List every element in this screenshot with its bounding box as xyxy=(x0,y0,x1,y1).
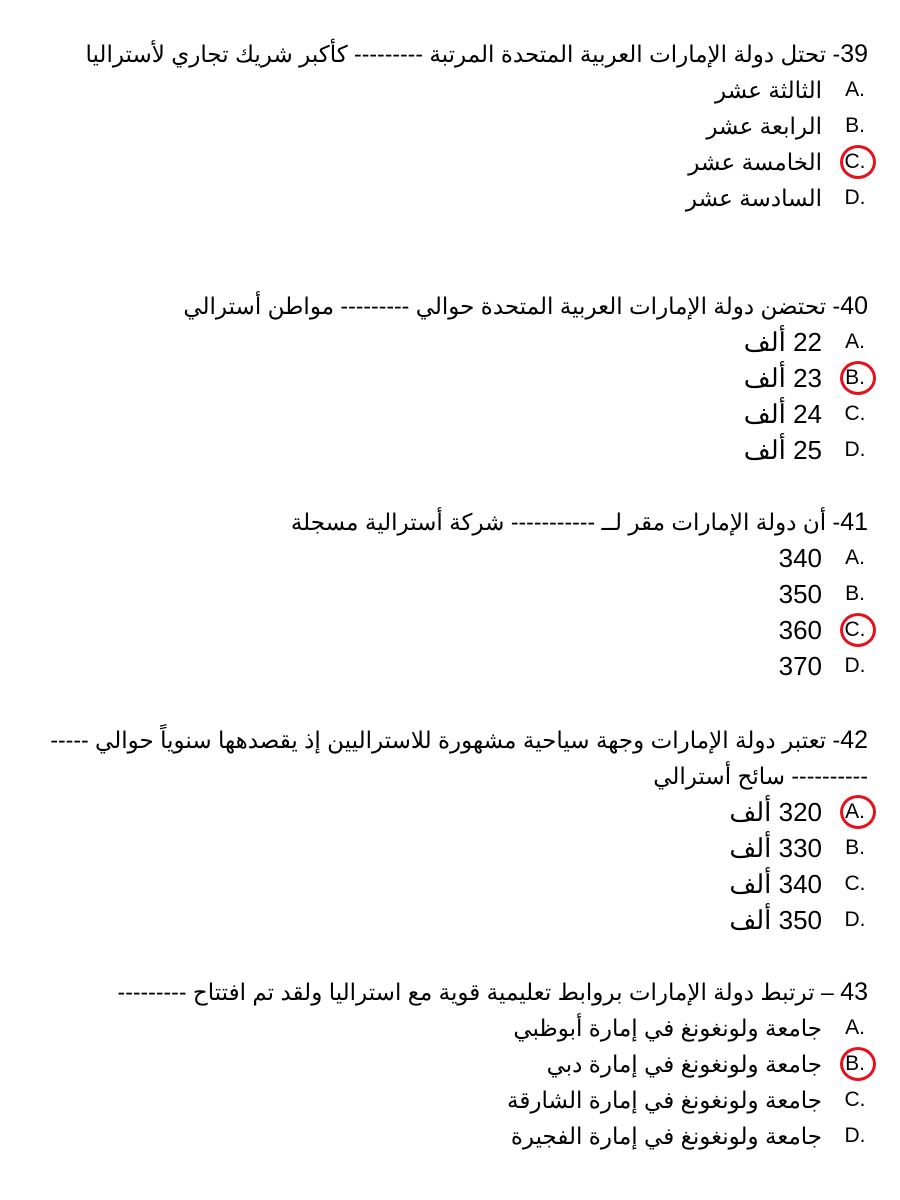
option-letter: B. xyxy=(845,582,865,605)
options-list xyxy=(48,324,868,468)
option-b[interactable] xyxy=(48,108,868,144)
option-a[interactable] xyxy=(48,72,868,108)
option-text: جامعة ولونغونغ في إمارة الفجيرة xyxy=(510,1123,822,1149)
option-text: 350 ألف xyxy=(729,905,822,935)
question-body: - تعتبر دولة الإمارات وجهة سياحية مشهورة للاستراليين إذ يقصدهها سنوياً حوالي --------------- سائح أسترالي xyxy=(50,727,868,789)
option-letter: D. xyxy=(844,908,866,931)
option-text: 25 ألف xyxy=(743,435,822,465)
option-text: 330 ألف xyxy=(729,833,822,863)
option-letter: B. xyxy=(845,1052,865,1075)
question-number: 39 xyxy=(840,40,868,68)
option-letter: B. xyxy=(845,114,865,137)
option-a[interactable] xyxy=(48,794,868,830)
option-letter: A. xyxy=(845,546,865,569)
option-letter: B. xyxy=(845,366,865,389)
option-text: 370 xyxy=(778,651,822,681)
option-d[interactable] xyxy=(48,902,868,938)
question-number: 41 xyxy=(840,508,868,536)
option-text: 24 ألف xyxy=(743,399,822,429)
question-41 xyxy=(48,504,868,684)
question-text xyxy=(48,722,868,794)
question-43 xyxy=(48,974,868,1154)
option-text: جامعة ولونغونغ في إمارة الشارقة xyxy=(507,1087,822,1113)
question-text xyxy=(48,36,868,72)
option-b[interactable] xyxy=(48,830,868,866)
option-letter: D. xyxy=(844,654,866,677)
question-text xyxy=(48,288,868,324)
question-number: 42 xyxy=(840,726,868,754)
option-letter: C. xyxy=(844,150,866,173)
option-text: 22 ألف xyxy=(743,327,822,357)
option-text: الثالثة عشر xyxy=(715,77,822,103)
question-body: – ترتبط دولة الإمارات بروابط تعليمية قوية مع استراليا ولقد تم افتتاح --------- xyxy=(117,979,841,1005)
options-list xyxy=(48,794,868,938)
option-text: الخامسة عشر xyxy=(688,149,822,175)
options-list xyxy=(48,1010,868,1154)
option-text: 350 xyxy=(778,579,822,609)
option-text: جامعة ولونغونغ في إمارة دبي xyxy=(546,1051,822,1077)
option-letter: A. xyxy=(845,78,865,101)
option-text: السادسة عشر xyxy=(685,185,822,211)
option-letter: D. xyxy=(844,438,866,461)
option-text: 320 ألف xyxy=(729,797,822,827)
option-a[interactable] xyxy=(48,1010,868,1046)
option-text: الرابعة عشر xyxy=(706,113,822,139)
question-text xyxy=(48,504,868,540)
question-number: 40 xyxy=(840,292,868,320)
question-40 xyxy=(48,288,868,468)
option-a[interactable] xyxy=(48,324,868,360)
option-letter: A. xyxy=(845,330,865,353)
option-text: جامعة ولونغونغ في إمارة أبوظبي xyxy=(513,1015,822,1041)
question-body: - تحتل دولة الإمارات العربية المتحدة المرتبة --------- كأكبر شريك تجاري لأستراليا xyxy=(85,41,841,67)
question-body: - أن دولة الإمارات مقر لــ ----------- شركة أسترالية مسجلة xyxy=(290,509,841,535)
option-b[interactable] xyxy=(48,360,868,396)
option-text: 340 xyxy=(778,543,822,573)
option-a[interactable] xyxy=(48,540,868,576)
option-d[interactable] xyxy=(48,432,868,468)
option-c[interactable] xyxy=(48,612,868,648)
question-number: 43 xyxy=(840,978,868,1006)
option-text: 360 xyxy=(778,615,822,645)
option-letter: B. xyxy=(845,836,865,859)
option-c[interactable] xyxy=(48,396,868,432)
option-b[interactable] xyxy=(48,1046,868,1082)
option-letter: D. xyxy=(844,186,866,209)
option-letter: D. xyxy=(844,1124,866,1147)
options-list xyxy=(48,540,868,684)
question-39 xyxy=(48,36,868,216)
question-42 xyxy=(48,722,868,938)
option-letter: A. xyxy=(845,1016,865,1039)
question-body: - تحتضن دولة الإمارات العربية المتحدة حوالي --------- مواطن أسترالي xyxy=(183,293,841,319)
option-letter: A. xyxy=(845,800,865,823)
option-letter: C. xyxy=(844,402,866,425)
option-c[interactable] xyxy=(48,866,868,902)
option-d[interactable] xyxy=(48,180,868,216)
option-c[interactable] xyxy=(48,144,868,180)
option-letter: C. xyxy=(844,1088,866,1111)
option-b[interactable] xyxy=(48,576,868,612)
option-text: 340 ألف xyxy=(729,869,822,899)
options-list xyxy=(48,72,868,216)
option-c[interactable] xyxy=(48,1082,868,1118)
question-text xyxy=(48,974,868,1010)
option-letter: C. xyxy=(844,618,866,641)
option-d[interactable] xyxy=(48,648,868,684)
option-text: 23 ألف xyxy=(743,363,822,393)
option-letter: C. xyxy=(844,872,866,895)
option-d[interactable] xyxy=(48,1118,868,1154)
